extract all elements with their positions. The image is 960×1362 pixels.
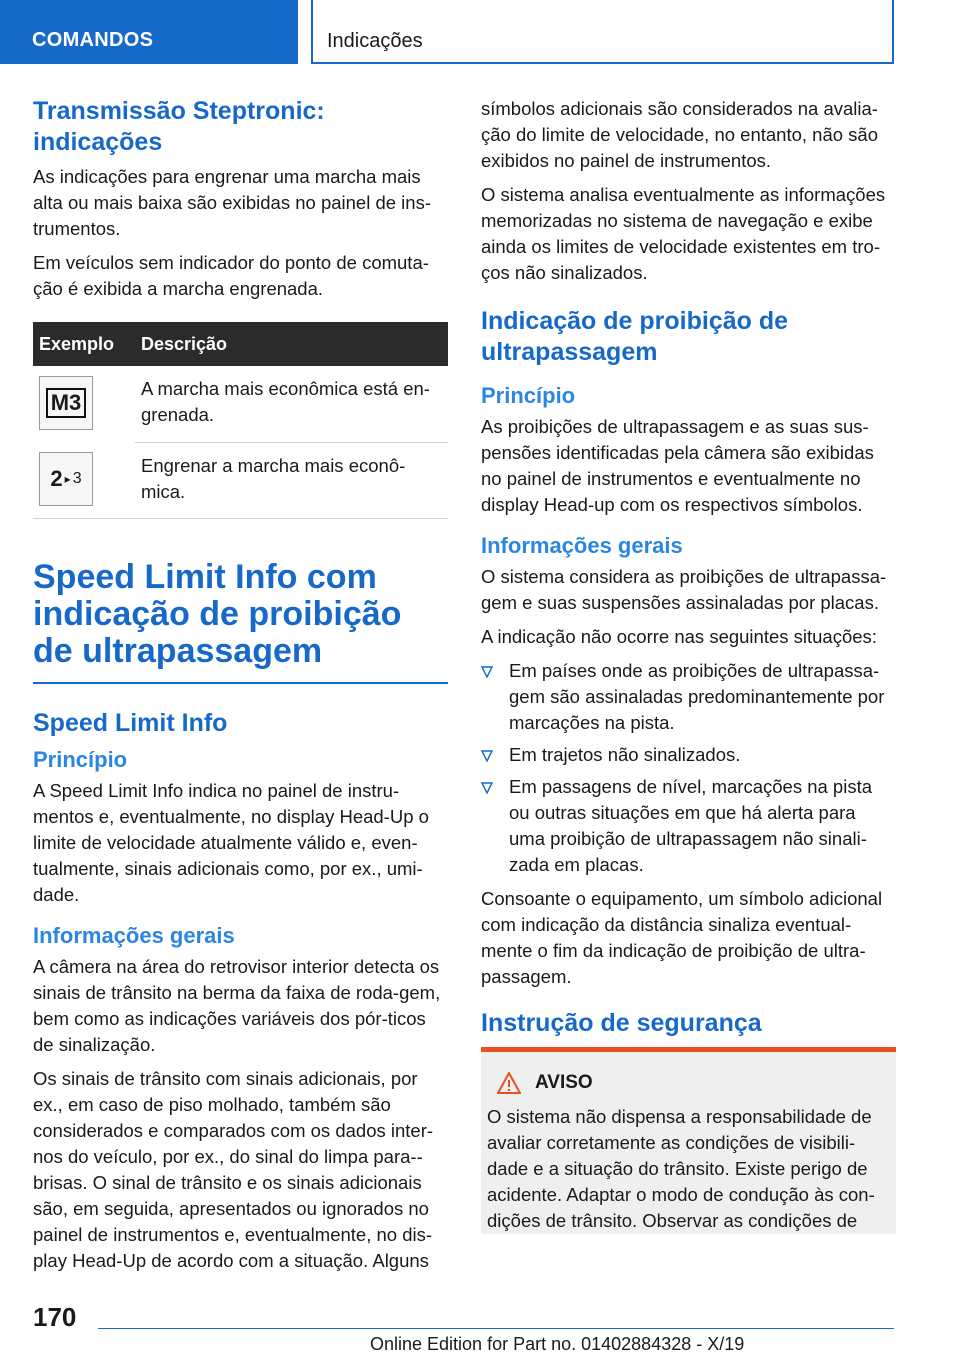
gear-m3-icon: M3 bbox=[39, 376, 93, 430]
warning-triangle-icon bbox=[497, 1072, 521, 1094]
paragraph: A Speed Limit Info indica no painel de instru-mentos e, eventualmente, no display Head-Up o limite de velocidade atualmente válido e, even-tualmente, sinais adicionais como, por ex., umi-dade. bbox=[33, 780, 429, 905]
heading-speed-limit-info: Speed Limit Info bbox=[33, 709, 228, 737]
table-row bbox=[33, 366, 448, 442]
heading-informacoes-gerais: Informações gerais bbox=[33, 923, 235, 948]
bullet-triangle-icon bbox=[481, 782, 493, 794]
section-tab bbox=[0, 0, 298, 64]
table-row bbox=[33, 442, 448, 519]
heading-transmission: Transmissão Steptronic: indicações bbox=[33, 97, 325, 156]
paragraph: A indicação não ocorre nas seguintes situações: bbox=[481, 626, 877, 647]
chapter-title: Speed Limit Info com indicação de proibição de ultrapassagem bbox=[33, 558, 402, 670]
table-header-example: Exemplo bbox=[33, 322, 135, 366]
warning-text: O sistema não dispensa a responsabilidade de avaliar corretamente as condições de visibili-dade e a situação do trânsito. Existe perigo de acidente. Adaptar o modo de condução às con-dições de trânsito. Observar as condições de bbox=[487, 1106, 875, 1231]
table-cell-description: Engrenar a marcha mais econô-mica. bbox=[135, 442, 448, 519]
heading-principio: Princípio bbox=[33, 747, 128, 772]
warning-box bbox=[481, 1047, 896, 1234]
list-item: Em passagens de nível, marcações na pista ou outras situações em que há alerta para uma proibição de ultrapassagem não sinali-zada em placas. bbox=[481, 774, 896, 878]
warning-title: AVISO bbox=[535, 1072, 593, 1093]
paragraph: Consoante o equipamento, um símbolo adicional com indicação da distância sinaliza eventual-mente o fim da indicação de proibição de ultra-passagem. bbox=[481, 888, 883, 987]
right-column bbox=[481, 96, 896, 1234]
page-number: 170 bbox=[33, 1302, 77, 1332]
heading-proibicao: Indicação de proibição de ultrapassagem bbox=[481, 307, 789, 366]
paragraph: O sistema considera as proibições de ultrapassa-gem e suas suspensões assinaladas por placas. bbox=[481, 566, 887, 613]
paragraph: As proibições de ultrapassagem e as suas sus-pensões identificadas pela câmera são exibidas no painel de instrumentos e eventualmente no display Head-up com os respectivos símbolos. bbox=[481, 416, 874, 515]
footer-edition: Online Edition for Part no. 01402884328 - X/19 bbox=[370, 1334, 745, 1354]
bullet-triangle-icon bbox=[481, 750, 493, 762]
heading-principio: Princípio bbox=[481, 383, 576, 408]
chapter-divider bbox=[33, 682, 448, 684]
footer-divider bbox=[98, 1328, 894, 1329]
paragraph: O sistema analisa eventualmente as informações memorizadas no sistema de navegação e exibe ainda os limites de velocidade existentes em tro-ços não sinalizados. bbox=[481, 184, 886, 283]
subsection-title: Indicações bbox=[327, 30, 423, 52]
gear-shift-up-icon: 2 ▸ 3 bbox=[39, 452, 93, 506]
situations-list bbox=[481, 658, 896, 878]
section-title: COMANDOS bbox=[32, 29, 154, 51]
heading-informacoes-gerais: Informações gerais bbox=[481, 533, 683, 558]
table-header-description: Descrição bbox=[135, 322, 448, 366]
list-item: Em países onde as proibições de ultrapassa-gem são assinaladas predominantemente por marcações na pista. bbox=[481, 658, 896, 736]
heading-seguranca: Instrução de segurança bbox=[481, 1009, 762, 1037]
paragraph: A câmera na área do retrovisor interior detecta os sinais de trânsito na berma da faixa de roda-gem, bem como as indicações variáveis dos pór-ticos de sinalização. bbox=[33, 956, 441, 1055]
shift-arrow-icon: ▸ bbox=[64, 472, 71, 486]
table-cell-description: A marcha mais econômica está en-grenada. bbox=[135, 366, 448, 442]
list-item: Em trajetos não sinalizados. bbox=[481, 742, 896, 768]
paragraph: símbolos adicionais são considerados na avalia-ção do limite de velocidade, no entanto, não são exibidos no painel de instrumentos. bbox=[481, 98, 879, 171]
paragraph: Em veículos sem indicador do ponto de comuta-ção é exibida a marcha engrenada. bbox=[33, 252, 429, 299]
subsection-tab bbox=[311, 0, 894, 64]
paragraph: As indicações para engrenar uma marcha mais alta ou mais baixa são exibidas no painel de ins-trumentos. bbox=[33, 166, 431, 239]
gear-indicator-table bbox=[33, 322, 448, 519]
bullet-triangle-icon bbox=[481, 666, 493, 678]
paragraph: Os sinais de trânsito com sinais adicionais, por ex., em caso de piso molhado, também são considerados e comparados com os dados inter-nos do veículo, por ex., do sinal do limpa para--brisas. O sinal de trânsito e os sinais adicionais são, em seguida, apresentados ou ignorados no painel de instrumentos e, eventualmente, no dis-play Head-Up de acordo com a situação. Alguns bbox=[33, 1068, 434, 1271]
left-column bbox=[33, 96, 448, 1282]
